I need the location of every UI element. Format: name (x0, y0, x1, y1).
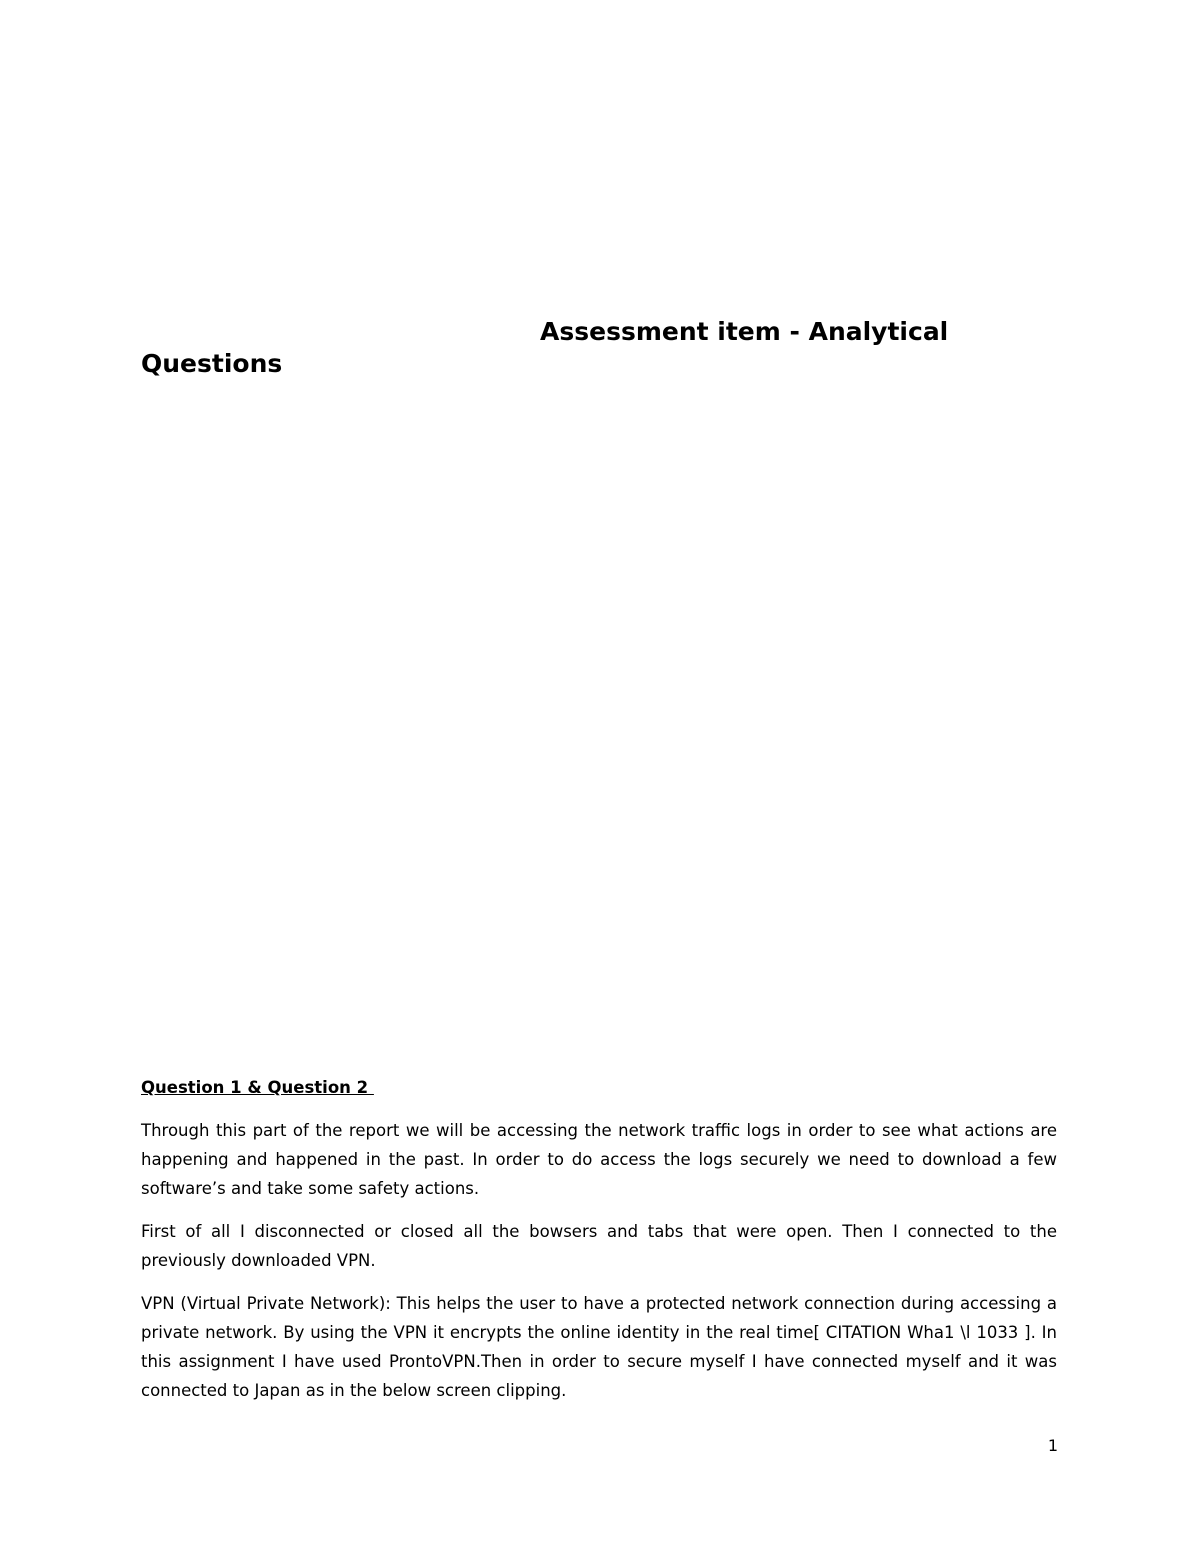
page-number: 1 (1047, 1436, 1058, 1455)
document-title (141, 316, 1061, 380)
paragraph-intro: Through this part of the report we will be accessing the network traffic logs in order to see what actions are happening and happened in the past. In order to do access the logs securely we need to download a few software’s and take some safety actions. (141, 1121, 1057, 1198)
document-body (141, 1073, 1057, 1419)
paragraph-vpn-connect: First of all I disconnected or closed all the bowsers and tabs that were open. Then I connected to the previously downloaded VPN. (141, 1222, 1057, 1270)
title-line-2: Questions (141, 349, 283, 378)
section-heading: Question 1 & Question 2 (141, 1078, 374, 1097)
paragraph-vpn-definition: VPN (Virtual Private Network): This helps the user to have a protected network connection during accessing a private network. By using the VPN it encrypts the online identity in the real time[ CITATION Wha1 \l 1033 ]. In this assignment I have used ProntoVPN.Then in order to secure myself I have connected myself and it was connected to Japan as in the below screen clipping. (141, 1294, 1057, 1400)
title-line-1: Assessment item - Analytical (540, 317, 949, 346)
